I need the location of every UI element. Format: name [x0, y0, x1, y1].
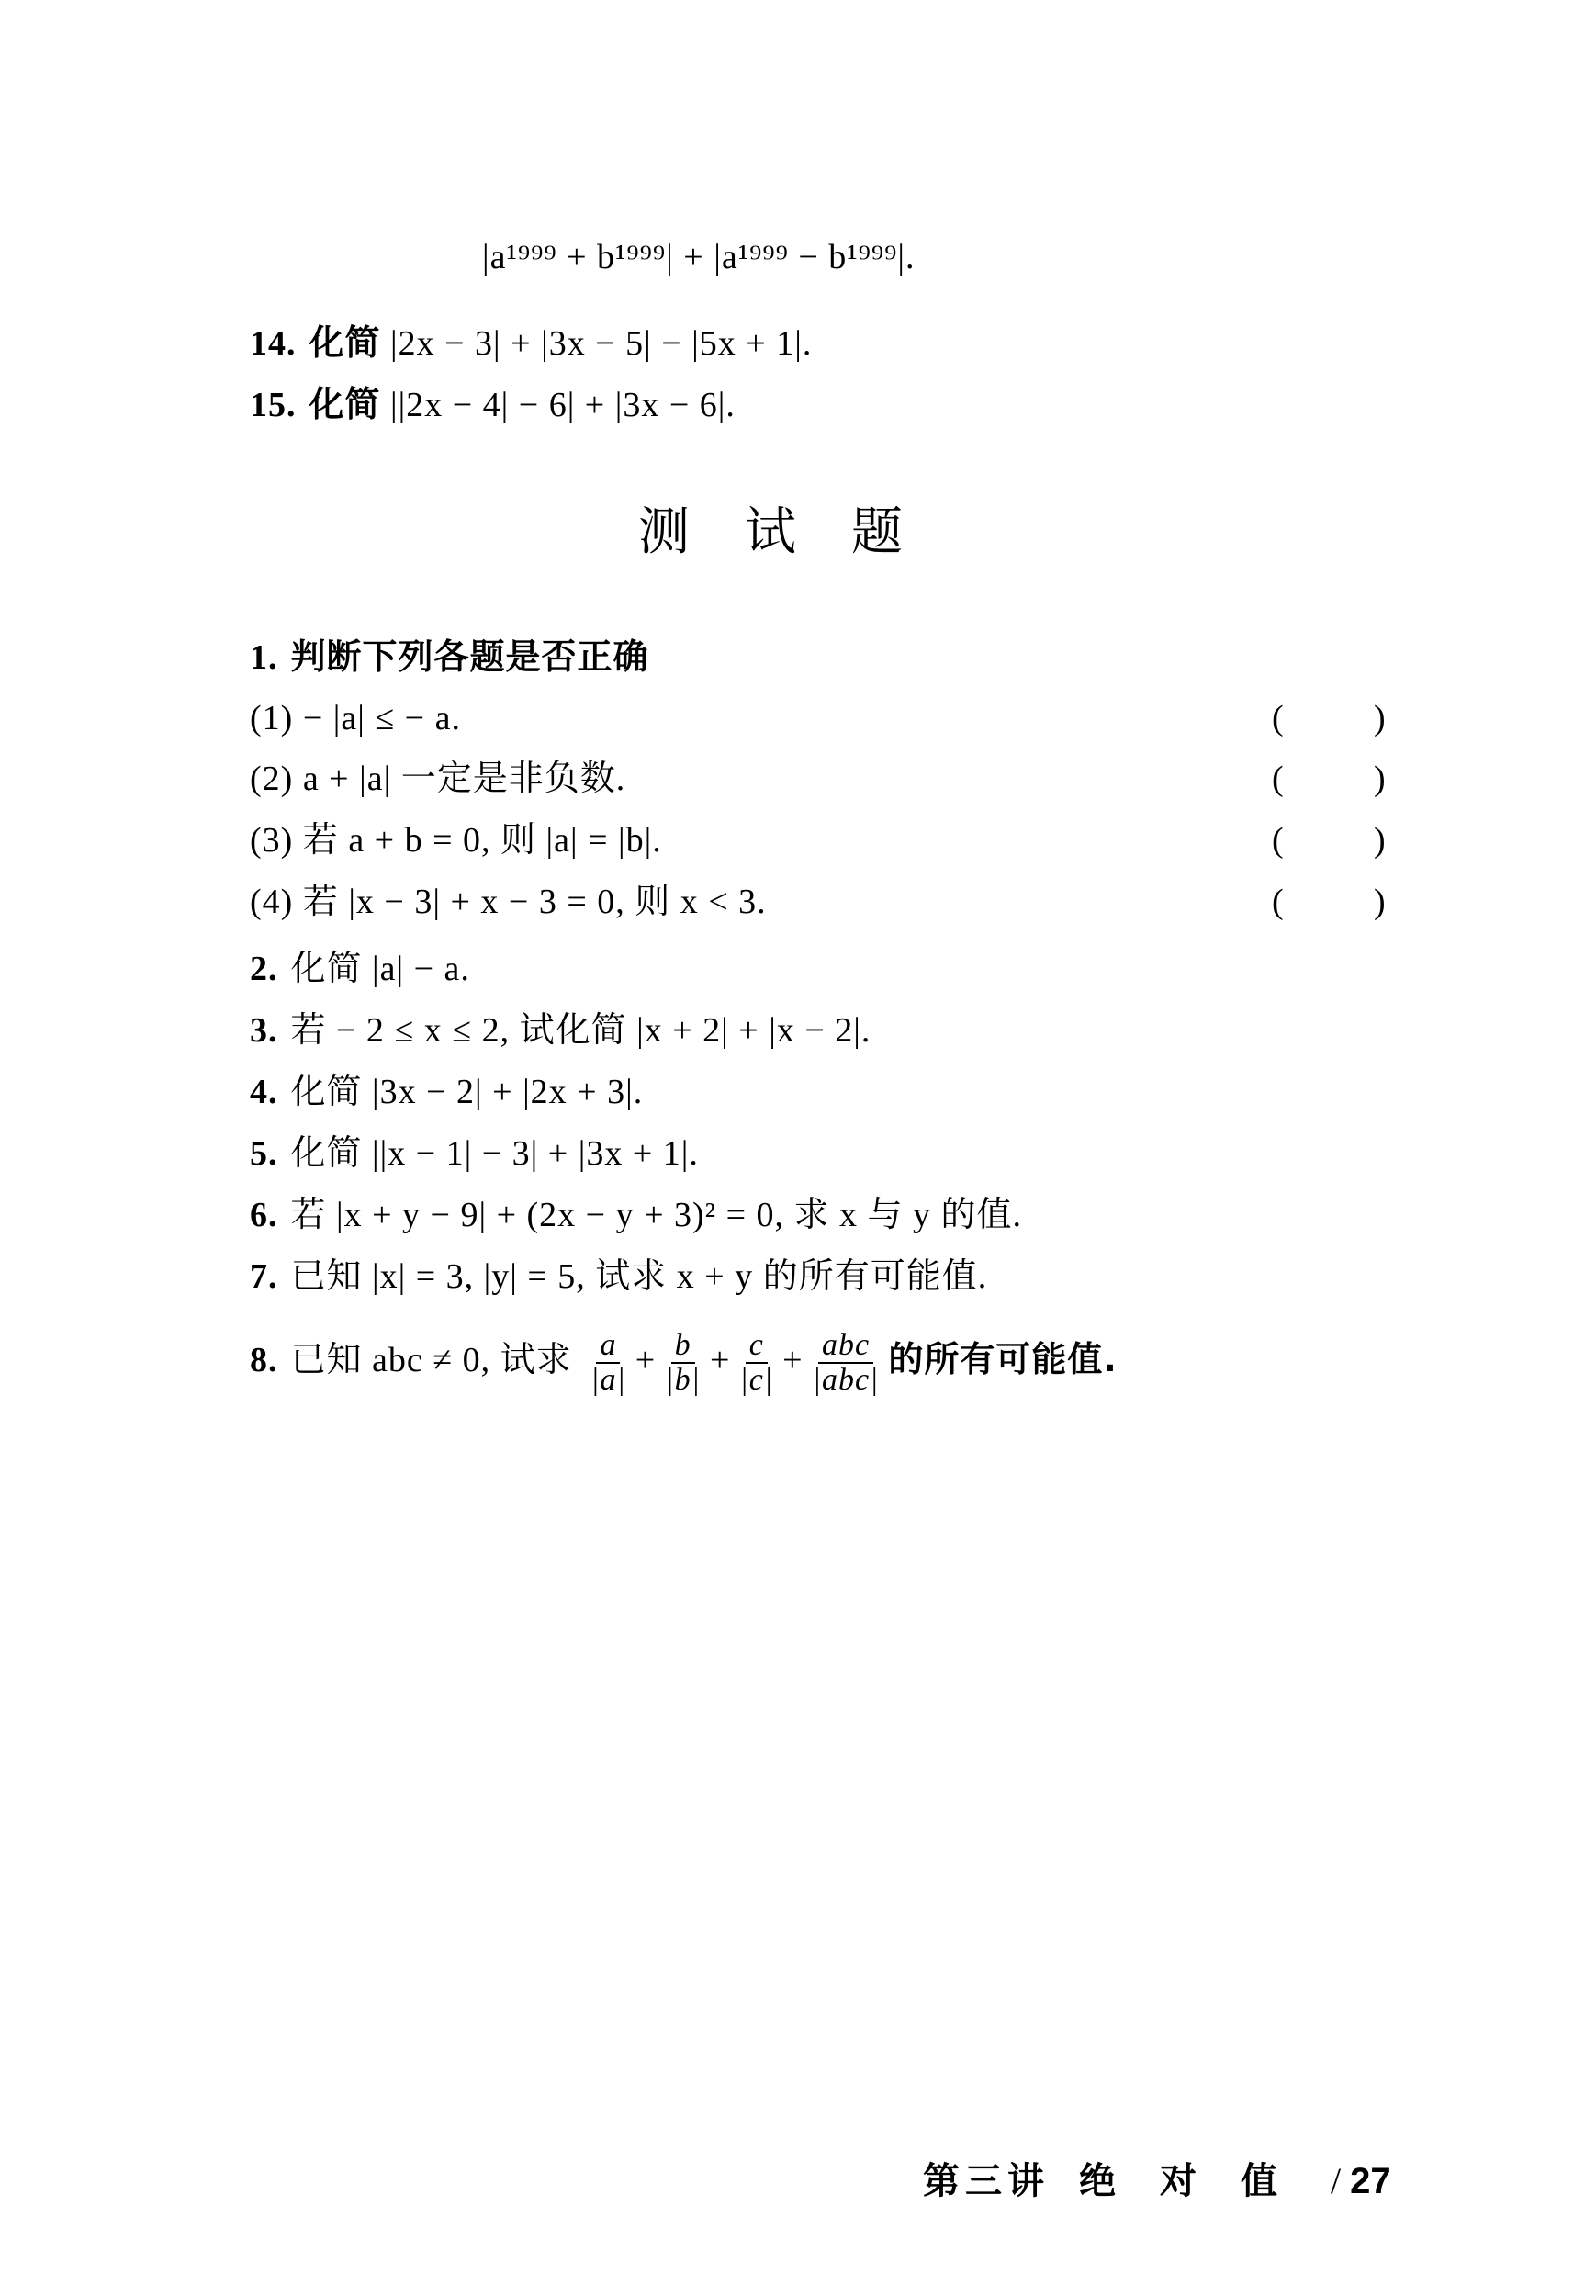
test-question-7 — [250, 1254, 987, 1300]
item-text: 若 a + b = 0, 则 |a| = |b|. — [302, 821, 662, 860]
fraction-c — [736, 1329, 777, 1397]
test-question-4 — [250, 1069, 643, 1115]
question-text: 若 |x + y − 9| + (2x − y + 3)² = 0, 求 x 与 y 的值. — [290, 1196, 1023, 1234]
question-text: 化简 |3x − 2| + |2x + 3|. — [290, 1073, 644, 1111]
question-text: 若 − 2 ≤ x ≤ 2, 试化简 |x + 2| + |x − 2|. — [290, 1011, 871, 1050]
footer-separator: / — [1331, 2160, 1342, 2201]
answer-bracket-open: ( — [1272, 760, 1284, 798]
answer-bracket-open: ( — [1272, 699, 1284, 737]
question-number: 7. — [250, 1257, 278, 1296]
numerator: c — [746, 1329, 768, 1364]
answer-bracket-close: ) — [1374, 699, 1386, 737]
judgement-item-4 — [250, 879, 767, 925]
item-label: (1) — [250, 699, 294, 737]
page-number: 27 — [1350, 2161, 1391, 2201]
answer-bracket-close: ) — [1374, 760, 1386, 798]
denominator: |c| — [739, 1363, 774, 1398]
answer-bracket-close: ) — [1374, 883, 1386, 921]
exercise-number: 15. — [250, 386, 297, 424]
plus-operator: + — [782, 1341, 804, 1379]
numerator: abc — [818, 1329, 873, 1364]
question-number: 1. — [250, 638, 278, 677]
test-question-5 — [250, 1131, 699, 1176]
exercise-expression: |2x − 3| + |3x − 5| − |5x + 1|. — [390, 324, 813, 363]
question-number: 8. — [250, 1341, 278, 1379]
judgement-item-1 — [250, 695, 461, 741]
question-number: 3. — [250, 1011, 278, 1050]
judgement-item-3 — [250, 817, 662, 863]
answer-bracket-open: ( — [1272, 821, 1284, 860]
exercise-number: 14. — [250, 324, 297, 363]
page-footer — [923, 2154, 1391, 2209]
plus-operator: + — [709, 1341, 731, 1379]
item-text: − |a| ≤ − a. — [302, 699, 461, 737]
test-question-1 — [250, 634, 649, 681]
exercise-15 — [250, 381, 736, 428]
judgement-item-2 — [250, 756, 625, 802]
numerator: b — [671, 1329, 695, 1364]
question-number: 2. — [250, 950, 278, 988]
exercise-verb: 化简 — [309, 384, 381, 424]
denominator: |a| — [590, 1363, 626, 1398]
test-question-8 — [250, 1322, 1118, 1397]
fraction-b — [661, 1329, 704, 1397]
answer-bracket-close: ) — [1374, 821, 1386, 860]
fraction-abc — [809, 1329, 883, 1397]
question-text: 已知 |x| = 3, |y| = 5, 试求 x + y 的所有可能值. — [290, 1257, 988, 1296]
question-number: 4. — [250, 1073, 278, 1111]
plus-operator: + — [635, 1341, 657, 1379]
question-text: 判断下列各题是否正确 — [290, 636, 649, 677]
test-question-6 — [250, 1192, 1022, 1238]
exercise-14 — [250, 320, 812, 366]
question-number: 6. — [250, 1196, 278, 1234]
exercise-13-continuation: |a¹⁹⁹⁹ + b¹⁹⁹⁹| + |a¹⁹⁹⁹ − b¹⁹⁹⁹|. — [482, 238, 916, 276]
question-prefix: 已知 abc ≠ 0, 试求 — [290, 1341, 572, 1379]
chapter-topic: 绝对值 — [1079, 2160, 1321, 2202]
denominator: |abc| — [812, 1363, 880, 1398]
question-number: 5. — [250, 1134, 278, 1173]
section-title: 测试题 — [638, 502, 958, 562]
exercise-expression: ||2x − 4| − 6| + |3x − 6|. — [390, 386, 736, 424]
item-label: (3) — [250, 821, 294, 860]
test-question-3 — [250, 1007, 871, 1053]
fraction-a — [587, 1329, 630, 1397]
answer-bracket-open: ( — [1272, 883, 1284, 921]
item-label: (2) — [250, 760, 294, 798]
item-label: (4) — [250, 883, 294, 921]
question-text: 化简 |a| − a. — [290, 950, 470, 988]
item-text: a + |a| 一定是非负数. — [302, 760, 626, 798]
question-suffix: 的所有可能值. — [888, 1339, 1118, 1379]
test-question-2 — [250, 946, 470, 992]
numerator: a — [596, 1329, 620, 1364]
exercise-verb: 化简 — [309, 322, 381, 363]
denominator: |b| — [665, 1363, 701, 1398]
chapter-label: 第三讲 — [923, 2160, 1050, 2202]
question-text: 化简 ||x − 1| − 3| + |3x + 1|. — [290, 1134, 699, 1173]
item-text: 若 |x − 3| + x − 3 = 0, 则 x < 3. — [302, 883, 767, 921]
